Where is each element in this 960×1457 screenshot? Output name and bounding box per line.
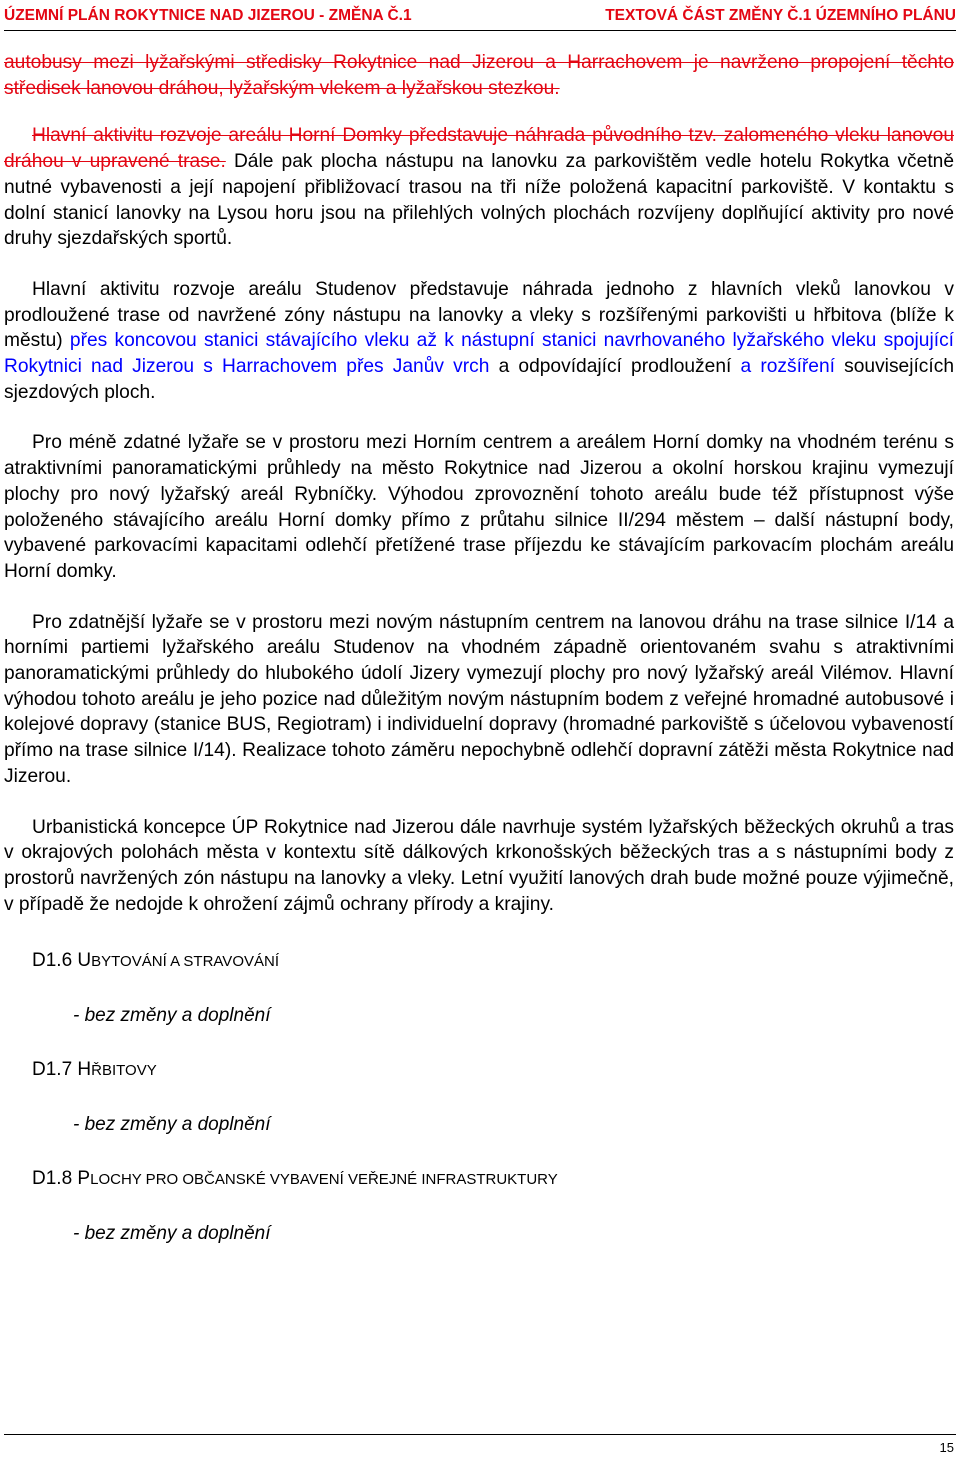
added-text: přes koncovou stanici stávajícího vleku až k nástupní stanici navrhovaného lyžařského vleku spojující Rokytnici nad Jizerou s Harrachovem přes Janův vrch <box>4 330 954 378</box>
section-number: D1.8 <box>32 1168 73 1190</box>
section-title-initial: H <box>77 1059 92 1081</box>
section-heading-d1-6 <box>32 948 954 974</box>
page-footer <box>4 1434 956 1455</box>
paragraph-deleted-lift-connection: autobusy mezi lyžařskými středisky Rokytnice nad Jizerou a Harrachovem je navrženo propojení těchto středisek lanovou dráhou, lyžařským vlekem a lyžařskou stezkou. <box>4 52 954 99</box>
section-number: D1.6 <box>32 950 73 972</box>
section-title-initial: U <box>77 950 92 972</box>
document-part: TEXTOVÁ ČÁST ZMĚNY Č.1 ÚZEMNÍHO PLÁNU <box>605 7 956 24</box>
page-body <box>4 50 954 1246</box>
paragraph-cross-country: Urbanistická koncepce ÚP Rokytnice nad Jizerou dále navrhuje systém lyžařských běžeckých okruhů a tras v okrajových polohách města v kontextu sítě dálkových krkonošských běžeckých tras a s nástupními body z prostorů navržených zón nástupu na lanovky a vleky. Letní využití lanových drah bude možné pouze výjimečně, v případě že nedojde k ohrožení zájmů ochrany přírody a krajiny. <box>4 816 954 915</box>
paragraph-text: souvisejících sjezdových ploch. <box>4 356 954 403</box>
paragraph-text: Dále pak plocha nástupu na lanovku za parkovištěm vedle hotelu Rokytka včetně nutné vybavenosti a její napojení přibližovací trasou na tři níže položená kapacitní parkoviště. V kontaktu s dolní stanicí lanovky na Lysou horu jsou na přilehlých volných plochách rozvíjeny doplňující aktivity pro nové druhy sjezdařských sportů. <box>4 151 954 250</box>
section-heading-d1-7 <box>32 1057 954 1083</box>
paragraph-text: Hlavní aktivitu rozvoje areálu Studenov představuje náhrada jednoho z hlavních vleků lanovkou v prodloužené trase od navržené zóny nástupu na lanovky a vleky s rozšířenými parkovišti u hřbitova (blíže k městu) <box>4 278 954 352</box>
paragraph-vilemov: Pro zdatnější lyžaře se v prostoru mezi novým nástupním centrem na lanovou dráhu na trase silnice I/14 a horními partiemi lyžařského areálu Studenov na vhodném západně orientovaném svahu s atraktivními panoramatickými průhledy do hlubokého údolí Jizery vymezují plochy pro nový lyžařský areál Vilémov. Hlavní výhodou tohoto areálu je jeho pozice nad důležitým novým nástupním bodem z veřejné hromadné autobusové i kolejové dopravy (stanice BUS, Regiotram) i individuelní dopravy (hromadné parkoviště s účelovou vybaveností přímo na trase silnice I/14). Realizace tohoto záměru nepochybně odlehčí dopravní zátěži města Rokytnice nad Jizerou. <box>4 611 954 787</box>
section-heading-d1-8 <box>32 1166 954 1192</box>
section-note: - bez změny a doplnění <box>73 1223 271 1245</box>
document-title: ÚZEMNÍ PLÁN ROKYTNICE NAD JIZEROU - ZMĚNA Č.1 <box>4 7 412 24</box>
section-title: LOCHY PRO OBČANSKÉ VYBAVENÍ VEŘEJNÉ INFRASTRUKTURY <box>90 1171 558 1189</box>
paragraph-rybnicky: Pro méně zdatné lyžaře se v prostoru mezi Horním centrem a areálem Horní domky na vhodném terénu s atraktivními panoramatickými průhledy na město Rokytnice nad Jizerou a okolní horskou krajinu vymezují plochy pro nový lyžařský areál Rybníčky. Výhodou zprovoznění tohoto areálu bude též přístupnost výše položeného stávajícího areálu Horní domky přímo z průtahu silnice II/294 městem – další nástupní body, vybavené parkovacími kapacitami odlehčí přetížené trase příjezdu ke stávajícím parkovacím plochám areálu Horní domky. <box>4 432 954 582</box>
page-number: 15 <box>939 1440 954 1455</box>
added-text: a rozšíření <box>740 356 835 378</box>
section-title-initial: P <box>77 1168 91 1190</box>
section-number: D1.7 <box>32 1059 73 1081</box>
paragraph-studenov <box>4 277 954 406</box>
deleted-text: Hlavní aktivitu rozvoje areálu Horní Domky představuje náhrada původního tzv. zalomeného vleku lanovou dráhou v upravené trase. <box>4 125 954 173</box>
page-header <box>4 4 956 31</box>
section-title: BYTOVÁNÍ A STRAVOVÁNÍ <box>91 953 279 971</box>
section-note: - bez změny a doplnění <box>73 1114 271 1136</box>
section-title: ŘBITOVY <box>91 1062 157 1080</box>
section-note: - bez změny a doplnění <box>73 1005 271 1027</box>
paragraph-text: a odpovídající prodloužení <box>489 356 741 378</box>
paragraph-horni-domky <box>4 123 954 252</box>
